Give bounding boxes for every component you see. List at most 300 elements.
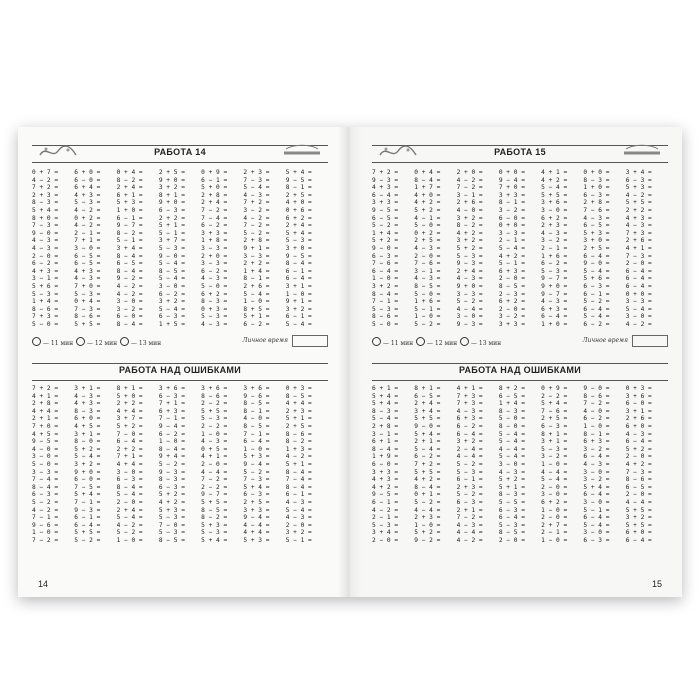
exercise-item: 5 − 4 = [285,506,312,514]
exercise-item: 4 + 2 = [541,176,568,184]
exercise-item: 8 − 5 = [158,536,185,544]
exercise-item: 2 + 6 = [456,199,483,207]
exercise-item: 5 − 3 = [372,521,399,529]
exercise-item: 5 − 0 = [372,320,399,328]
exercise-item: 2 − 1 = [498,237,525,245]
exercise-item: 5 − 3 = [158,244,185,252]
exercise-item: 9 + 0 = [158,176,185,184]
title-bar-left [32,145,328,163]
exercise-item: 4 + 1 = [32,392,59,400]
exercise-item: 8 − 6 = [32,305,59,313]
exercise-grid-top [32,169,328,328]
exercise-item: 5 − 2 = [414,498,441,506]
neutral-face-icon [76,337,85,346]
exercise-item: 5 − 4 = [498,438,525,446]
exercise-item: 6 − 0 = [372,460,399,468]
exercise-item: 4 + 3 = [372,476,399,484]
exercise-item: 3 + 2 = [158,298,185,306]
exercise-item: 7 + 0 = [74,282,101,290]
exercise-item: 6 − 4 = [583,491,610,499]
exercise-item: 2 + 6 = [625,237,652,245]
exercise-item: 9 − 0 = [414,422,441,430]
exercise-item: 7 − 6 = [541,407,568,415]
exercise-column [117,169,159,328]
exercise-item: 9 − 0 = [32,229,59,237]
exercise-item: 1 + 6 = [541,252,568,260]
exercise-item: 8 − 4 = [372,445,399,453]
exercise-item: 1 + 0 = [116,206,143,214]
exercise-item: 6 + 2 = [285,214,312,222]
exercise-item: 4 − 2 = [116,282,143,290]
exercise-item: 6 − 4 = [372,191,399,199]
exercise-item: 7 − 1 = [74,498,101,506]
exercise-item: 3 − 3 = [625,298,652,306]
exercise-item: 5 + 5 = [625,521,652,529]
exercise-item: 4 − 3 = [456,275,483,283]
exercise-item: 4 + 3 = [74,191,101,199]
exercise-item: 6 − 2 = [201,267,228,275]
exercise-item: 3 − 3 = [456,290,483,298]
exercise-item: 9 − 4 = [243,460,270,468]
exercise-item: 4 + 1 = [625,244,652,252]
exercise-item: 1 − 0 = [541,460,568,468]
exercise-column [583,169,625,328]
exercise-item: 5 + 6 = [583,275,610,283]
exercise-item: 3 − 0 = [625,313,652,321]
legend-item: — 12 мин [76,337,117,347]
exercise-item: 3 − 2 = [541,237,568,245]
exercise-item: 7 − 0 = [158,521,185,529]
exercise-item: 5 + 3 = [158,506,185,514]
exercise-item: 4 + 3 = [32,267,59,275]
exercise-item: 5 − 4 = [158,275,185,283]
exercise-item: 3 − 0 = [74,244,101,252]
exercise-item: 1 − 0 = [158,438,185,446]
exercise-item: 8 − 3 = [158,476,185,484]
exercise-item: 2 + 2 = [158,214,185,222]
exercise-item: 3 + 6 = [541,199,568,207]
legend-item: — 11 мин [32,337,73,347]
exercise-item: 5 + 5 = [625,506,652,514]
exercise-item: 9 + 0 = [456,282,483,290]
exercise-column [201,169,243,328]
exercise-item: 8 − 4 = [158,445,185,453]
exercise-item: 6 − 2 = [414,453,441,461]
exercise-item: 4 − 2 = [625,320,652,328]
exercise-item: 9 − 0 = [583,385,610,392]
exercise-item: 6 − 3 = [116,476,143,484]
exercise-item: 5 + 2 = [74,445,101,453]
exercise-item: 4 − 3 = [625,430,652,438]
exercise-item: 4 + 5 = [32,430,59,438]
exercise-item: 5 − 1 = [158,229,185,237]
exercise-item: 3 + 7 = [158,237,185,245]
exercise-item: 3 − 3 = [201,244,228,252]
exercise-item: 9 − 5 = [285,252,312,260]
exercise-item: 1 + 6 = [414,298,441,306]
exercise-item: 7 − 2 = [201,206,228,214]
exercise-item: 5 − 3 = [74,290,101,298]
exercise-item: 7 + 2 = [414,460,441,468]
exercise-item: 5 + 5 = [625,199,652,207]
exercise-item: 1 − 0 = [32,529,59,537]
exercise-item: 9 − 4 = [158,422,185,430]
exercise-item: 8 − 1 = [498,199,525,207]
exercise-item: 0 + 3 = [625,385,652,392]
exercise-item: 5 − 2 = [74,536,101,544]
exercise-item: 9 − 0 = [583,260,610,268]
exercise-item: 2 − 1 = [74,229,101,237]
exercise-item: 4 − 3 = [285,514,312,522]
exercise-item: 3 − 0 = [541,491,568,499]
exercise-item: 6 − 4 = [372,267,399,275]
exercise-item: 8 − 1 = [583,430,610,438]
exercise-item: 9 − 3 = [158,468,185,476]
exercise-item: 3 − 2 = [583,445,610,453]
exercise-item: 8 − 1 = [243,275,270,283]
exercise-item: 3 − 2 = [583,476,610,484]
exercise-item: 6 − 0 = [74,476,101,484]
exercise-item: 8 − 4 = [116,267,143,275]
exercise-item: 9 − 7 = [541,290,568,298]
exercise-item: 6 − 1 = [372,498,399,506]
exercise-item: 6 + 0 = [625,529,652,537]
exercise-item: 0 + 4 = [74,298,101,306]
exercise-item: 5 + 3 = [625,184,652,192]
exercise-item: 6 − 1 = [456,476,483,484]
exercise-item: 0 + 0 = [625,290,652,298]
exercise-item: 6 − 4 = [456,430,483,438]
exercise-item: 9 − 5 = [372,206,399,214]
exercise-item: 8 − 5 = [414,282,441,290]
exercise-item: 6 − 2 = [243,320,270,328]
exercise-item: 2 − 3 = [498,290,525,298]
exercise-item: 2 + 2 = [625,206,652,214]
exercise-item: 8 − 1 = [285,184,312,192]
exercise-item: 8 − 5 = [243,422,270,430]
exercise-item: 5 − 4 = [541,184,568,192]
personal-time-label: Личное время [242,337,288,344]
exercise-item: 5 − 4 = [158,305,185,313]
exercise-item: 9 − 7 = [116,222,143,230]
exercise-item: 6 − 3 = [498,506,525,514]
exercise-item: 8 − 3 = [583,176,610,184]
sad-face-icon [460,337,469,346]
exercise-item: 0 + 4 = [116,169,143,176]
exercise-item: 1 − 0 = [414,521,441,529]
exercise-item: 1 − 0 = [541,506,568,514]
exercise-item: 3 − 3 = [498,229,525,237]
exercise-item: 4 + 3 = [625,214,652,222]
exercise-item: 4 + 2 = [625,460,652,468]
exercise-item: 4 − 4 = [541,468,568,476]
exercise-column [74,385,116,544]
exercise-item: 1 + 3 = [285,445,312,453]
exercise-item: 4 + 2 = [456,229,483,237]
exercise-item: 3 − 0 = [116,298,143,306]
exercise-item: 6 + 0 = [74,169,101,176]
exercise-item: 5 + 4 = [201,536,228,544]
time-legend [32,335,328,347]
exercise-item: 7 + 0 = [498,184,525,192]
exercise-item: 2 + 5 = [583,244,610,252]
exercise-item: 7 − 1 = [32,514,59,522]
exercise-item: 6 − 5 = [116,260,143,268]
exercise-item: 4 + 4 = [285,400,312,408]
exercise-item: 6 − 4 = [583,514,610,522]
exercise-item: 6 − 1 = [74,514,101,522]
exercise-item: 5 − 2 = [116,529,143,537]
exercise-item: 3 + 1 = [625,407,652,415]
exercise-item: 8 − 0 = [498,422,525,430]
exercise-item: 4 − 4 = [498,445,525,453]
exercise-item: 5 − 4 = [158,260,185,268]
exercise-column [159,169,201,328]
exercise-item: 4 − 4 = [201,468,228,476]
exercise-item: 5 − 2 = [456,491,483,499]
exercise-item: 4 − 3 = [541,298,568,306]
exercise-item: 2 − 0 = [498,536,525,544]
exercise-item: 8 + 1 = [116,385,143,392]
exercise-item: 0 + 2 = [414,229,441,237]
exercise-item: 0 + 9 = [201,169,228,176]
exercise-item: 9 + 1 = [243,244,270,252]
exercise-item: 3 − 0 = [32,453,59,461]
exercise-item: 9 + 0 = [158,199,185,207]
exercise-item: 1 − 0 = [243,298,270,306]
exercise-item: 9 − 6 = [243,392,270,400]
page-left [18,127,350,597]
exercise-item: 5 − 1 = [583,506,610,514]
exercise-item: 4 − 0 = [32,445,59,453]
exercise-item: 1 − 0 = [414,313,441,321]
exercise-item: 2 + 7 = [541,521,568,529]
exercise-item: 5 + 4 = [243,483,270,491]
exercise-item: 3 − 2 = [116,305,143,313]
exercise-item: 6 − 4 = [285,275,312,283]
exercise-item: 9 + 0 = [74,468,101,476]
exercise-item: 6 − 1 = [116,214,143,222]
exercise-item: 3 − 1 = [456,191,483,199]
exercise-item: 3 + 2 = [372,282,399,290]
exercise-item: 6 − 3 = [158,206,185,214]
exercise-item: 4 − 3 = [201,438,228,446]
exercise-item: 2 + 5 = [541,415,568,423]
personal-time-box[interactable] [292,335,328,347]
exercise-item: 6 + 3 = [456,415,483,423]
exercise-item: 2 + 6 = [243,282,270,290]
exercise-item: 2 − 0 = [116,498,143,506]
exercise-item: 3 + 2 = [285,305,312,313]
exercise-item: 4 − 4 = [456,453,483,461]
exercise-item: 6 − 3 = [625,176,652,184]
exercise-item: 4 − 4 = [456,305,483,313]
exercise-item: 5 + 4 = [583,483,610,491]
exercise-item: 4 − 3 = [541,229,568,237]
exercise-item: 4 + 1 = [201,453,228,461]
exercise-item: 6 − 2 = [158,290,185,298]
decorative-banner-icon [282,143,322,161]
exercise-item: 6 − 5 = [74,260,101,268]
exercise-item: 4 + 3 = [74,400,101,408]
exercise-item: 5 − 2 = [243,468,270,476]
exercise-item: 8 − 4 = [32,483,59,491]
exercise-item: 6 + 4 = [74,184,101,192]
exercise-item: 6 − 4 = [583,305,610,313]
exercise-item: 6 − 4 = [243,438,270,446]
exercise-item: 4 + 0 = [285,199,312,207]
exercise-item: 5 + 4 = [285,169,312,176]
exercise-item: 5 + 1 = [243,313,270,321]
exercise-item: 7 + 1 = [158,400,185,408]
exercise-item: 3 + 6 = [625,392,652,400]
exercise-item: 2 + 4 = [414,400,441,408]
exercise-column [541,385,583,544]
exercise-item: 2 − 0 = [625,491,652,499]
exercise-item: 5 − 3 = [498,521,525,529]
exercise-item: 8 − 4 = [116,252,143,260]
exercise-item: 5 + 1 = [285,415,312,423]
exercise-item: 9 − 2 = [116,275,143,283]
exercise-item: 8 − 6 = [285,430,312,438]
exercise-item: 4 + 4 = [32,407,59,415]
exercise-item: 0 + 0 = [498,222,525,230]
exercise-item: 4 + 2 = [372,483,399,491]
exercise-item: 6 + 2 = [541,498,568,506]
exercise-item: 2 − 0 = [285,521,312,529]
exercise-item: 4 − 4 = [243,521,270,529]
exercise-item: 9 − 6 = [32,521,59,529]
exercise-item: 2 − 0 = [625,453,652,461]
exercise-item: 5 − 4 = [285,320,312,328]
exercise-item: 5 − 0 = [414,222,441,230]
exercise-item: 8 − 2 = [116,176,143,184]
exercise-item: 1 + 9 = [372,453,399,461]
exercise-item: 4 − 2 = [372,506,399,514]
personal-time-box[interactable] [632,335,668,347]
exercise-item: 5 − 3 = [74,199,101,207]
exercise-column [159,385,201,544]
exercise-item: 3 + 2 = [158,184,185,192]
exercise-item: 5 − 3 = [158,514,185,522]
exercise-item: 0 + 7 = [32,169,59,176]
exercise-item: 7 + 2 = [32,184,59,192]
exercise-item: 6 − 1 = [583,290,610,298]
exercise-item: 4 − 3 = [32,237,59,245]
exercise-item: 3 − 0 = [116,468,143,476]
exercise-item: 6 − 3 = [243,491,270,499]
exercise-item: 4 − 3 = [456,407,483,415]
exercise-item: 5 + 5 = [201,407,228,415]
exercise-item: 6 − 0 = [116,313,143,321]
exercise-item: 5 − 4 = [498,244,525,252]
exercise-item: 5 − 3 = [201,313,228,321]
exercise-item: 4 − 2 = [74,222,101,230]
exercise-item: 5 − 3 = [201,415,228,423]
exercise-item: 4 − 3 = [243,191,270,199]
exercise-item: 2 − 0 = [541,514,568,522]
exercise-item: 6 − 5 = [372,214,399,222]
exercise-item: 4 − 2 = [74,206,101,214]
exercise-item: 5 − 4 = [116,514,143,522]
exercise-item: 7 − 4 = [32,476,59,484]
exercise-item: 5 + 3 = [201,521,228,529]
exercise-item: 4 − 0 = [583,407,610,415]
exercise-item: 6 − 2 = [583,320,610,328]
exercise-item: 8 − 4 = [285,483,312,491]
exercise-item: 5 − 2 = [158,460,185,468]
exercise-item: 7 − 2 = [201,476,228,484]
exercise-item: 5 + 1 = [498,483,525,491]
exercise-item: 5 − 1 = [498,260,525,268]
exercise-item: 6 + 0 = [625,422,652,430]
exercise-column [626,169,668,328]
exercise-item: 9 − 3 = [74,506,101,514]
exercise-item: 6 − 4 = [583,453,610,461]
exercise-item: 2 + 3 = [456,483,483,491]
exercise-item: 3 − 0 = [541,206,568,214]
exercise-item: 4 + 2 = [158,498,185,506]
exercise-item: 8 − 0 = [74,438,101,446]
exercise-item: 1 − 0 = [116,536,143,544]
exercise-item: 8 − 4 = [116,320,143,328]
exercise-item: 5 + 2 = [158,491,185,499]
exercise-item: 8 − 2 = [456,222,483,230]
exercise-item: 5 + 0 = [116,392,143,400]
exercise-item: 7 + 3 = [32,313,59,321]
exercise-item: 4 − 2 = [456,536,483,544]
exercise-item: 8 − 6 = [583,392,610,400]
exercise-item: 7 − 3 = [625,252,652,260]
exercise-item: 2 + 5 = [243,498,270,506]
exercise-item: 6 + 2 = [541,214,568,222]
exercise-item: 1 − 0 = [372,275,399,283]
exercise-item: 9 − 4 = [243,514,270,522]
exercise-item: 4 − 2 = [456,176,483,184]
exercise-item: 3 + 6 = [158,385,185,392]
exercise-item: 6 − 1 = [285,491,312,499]
exercise-item: 6 + 3 = [583,438,610,446]
exercise-item: 8 − 5 = [243,400,270,408]
exercise-item: 2 − 2 = [201,422,228,430]
exercise-grid-top [372,169,668,328]
exercise-item: 5 + 2 = [414,529,441,537]
exercise-item: 8 − 5 = [158,267,185,275]
exercise-item: 1 − 0 = [243,445,270,453]
exercise-item: 6 + 1 = [372,385,399,392]
exercise-item: 5 − 4 = [498,453,525,461]
exercise-item: 7 − 2 = [456,514,483,522]
exercise-item: 8 − 5 = [201,506,228,514]
exercise-item: 0 + 1 = [414,491,441,499]
exercise-item: 6 − 0 = [498,214,525,222]
exercise-item: 4 + 3 = [372,184,399,192]
exercise-column [499,385,541,544]
exercise-item: 5 − 2 = [583,298,610,306]
exercise-item: 3 + 2 = [285,529,312,537]
exercise-item: 4 − 3 = [201,275,228,283]
exercise-item: 4 − 3 = [583,214,610,222]
exercise-item: 7 − 2 = [583,400,610,408]
exercise-item: 6 − 3 = [158,392,185,400]
exercise-item: 7 − 6 = [372,260,399,268]
exercise-item: 6 − 3 = [583,282,610,290]
exercise-column [32,385,74,544]
exercise-item: 6 − 4 = [625,282,652,290]
exercise-item: 8 + 5 = [243,305,270,313]
exercise-item: 6 − 5 = [498,392,525,400]
exercise-item: 2 + 5 = [414,237,441,245]
